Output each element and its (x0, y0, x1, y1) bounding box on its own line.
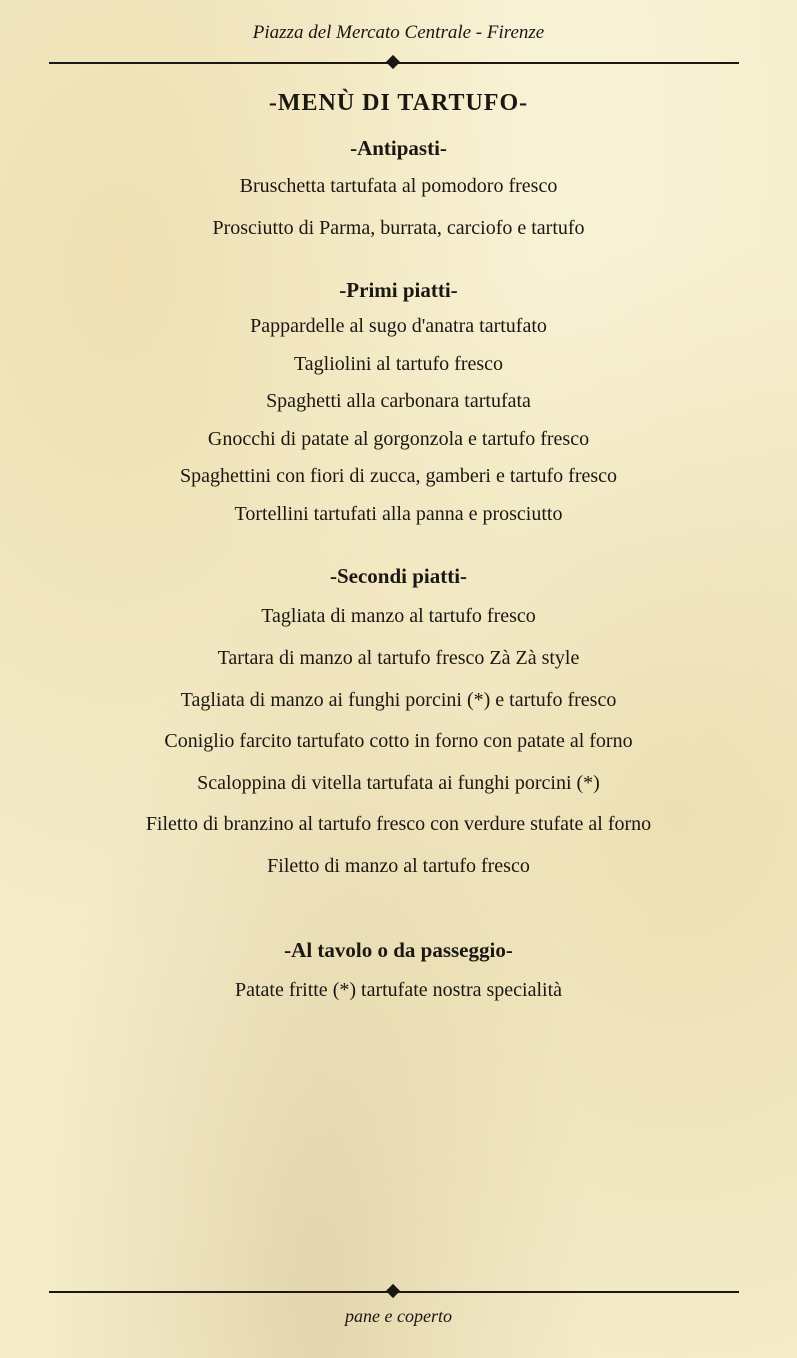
section-title: -Antipasti- (350, 136, 447, 160)
menu-item: Bruschetta tartufata al pomodoro fresco (239, 175, 558, 197)
menu-item: Tagliata di manzo ai funghi porcini (*) e tartufo fresco (180, 689, 617, 711)
menu-item: Gnocchi di patate al gorgonzola e tartufo fresco (207, 428, 590, 450)
menu-item: Coniglio farcito tartufato cotto in forno con patate al forno (164, 730, 633, 752)
menu-item: Tortellini tartufati alla panna e prosciutto (234, 503, 563, 525)
section-secondi-piatti (0, 558, 797, 887)
section-antipasti (0, 130, 797, 250)
menu-item: Filetto di manzo al tartufo fresco (267, 855, 530, 877)
menu-item: Patate fritte (*) tartufate nostra specialità (234, 979, 563, 1001)
bottom-divider (49, 1291, 739, 1293)
menu-item: Tagliata di manzo al tartufo fresco (261, 605, 536, 627)
section-title: -Secondi piatti- (329, 564, 468, 588)
menu-item: Spaghetti alla carbonara tartufata (266, 390, 531, 412)
divider-diamond (386, 1284, 400, 1298)
divider-diamond (386, 55, 400, 69)
footer-text: pane e coperto (345, 1306, 452, 1326)
top-divider (49, 62, 739, 64)
section-primi-piatti (0, 272, 797, 533)
menu-item: Scaloppina di vitella tartufata ai funghi porcini (*) (197, 772, 600, 794)
location-header: Piazza del Mercato Centrale - Firenze (252, 22, 545, 43)
menu-title: -MENÙ DI TARTUFO- (268, 90, 529, 116)
section-title: -Al tavolo o da passeggio- (284, 938, 513, 962)
menu-item: Tagliolini al tartufo fresco (293, 353, 504, 375)
menu-item: Filetto di branzino al tartufo fresco con verdure stufate al forno (145, 813, 652, 835)
section-title: -Primi piatti- (339, 278, 458, 302)
menu-item: Pappardelle al sugo d'anatra tartufato (250, 315, 547, 337)
menu-item: Tartara di manzo al tartufo fresco Zà Zà style (217, 647, 580, 669)
menu-item: Prosciutto di Parma, burrata, carciofo e tartufo (212, 217, 585, 239)
menu-item: Spaghettini con fiori di zucca, gamberi e tartufo fresco (179, 465, 618, 487)
section-al-tavolo (0, 932, 797, 1012)
